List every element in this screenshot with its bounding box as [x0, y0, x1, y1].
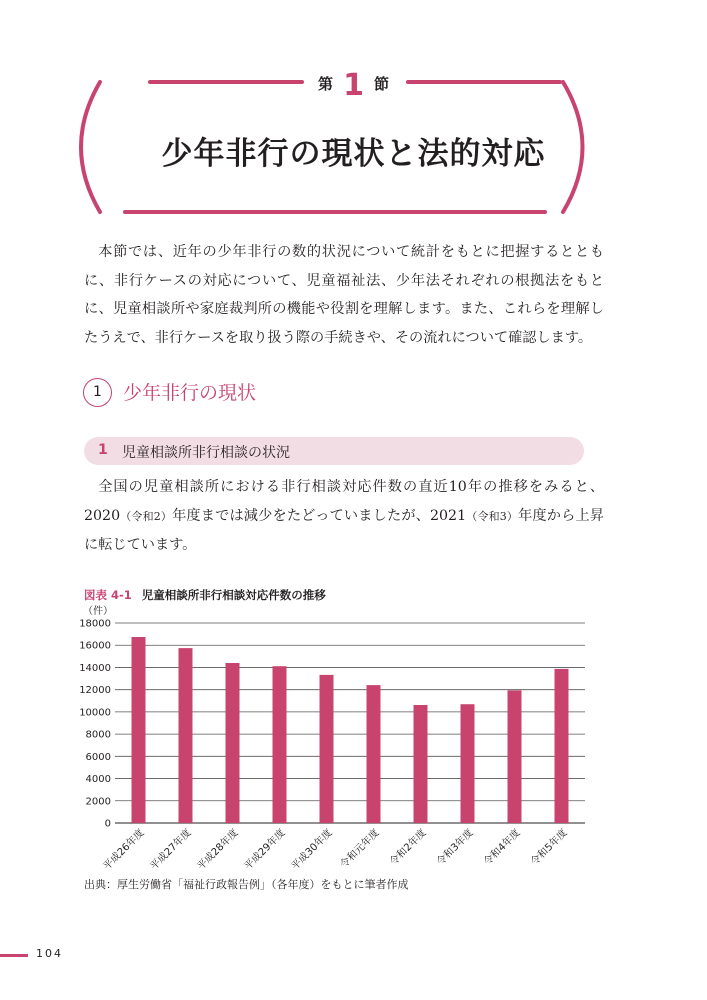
body-text-1: 全国の児童相談所における非行相談対応件数の直近10年の推移をみると、2020 — [84, 479, 604, 524]
section-number-label — [0, 68, 707, 103]
bar-chart — [70, 600, 600, 875]
y-tick-label: 10000 — [79, 707, 111, 719]
body-note-1: （令和2） — [120, 509, 173, 523]
x-tick-label: 令和4年度 — [482, 827, 523, 868]
x-tick-label: 平成30年度 — [289, 827, 335, 873]
y-tick-label: 6000 — [85, 751, 111, 763]
bar — [508, 690, 522, 823]
heading3-number: 1 — [98, 442, 108, 458]
y-tick-label: 0 — [104, 818, 111, 830]
section-suffix: 節 — [373, 75, 389, 93]
page-number-rule — [0, 954, 28, 957]
source-note: 出典：厚生労働省「福祉行政報告例」（各年度）をもとに筆者作成 — [84, 878, 409, 891]
x-tick-label: 令和5年度 — [529, 827, 570, 868]
section-number: 1 — [343, 68, 364, 103]
bar — [367, 685, 381, 823]
bar — [320, 675, 334, 823]
section-header-frame — [0, 0, 707, 230]
section-prefix: 第 — [318, 75, 334, 93]
page-number: 104 — [36, 947, 63, 960]
x-tick-label: 平成28年度 — [195, 827, 241, 873]
heading3-bar — [84, 437, 584, 465]
y-tick-label: 4000 — [85, 774, 111, 786]
intro-paragraph — [84, 238, 604, 352]
bar — [414, 705, 428, 823]
y-tick-label: 14000 — [79, 662, 111, 674]
x-tick-label: 平成27年度 — [148, 827, 194, 873]
x-tick-label: 平成29年度 — [242, 827, 288, 873]
body-text-2: 年度までは減少をたどっていましたが、2021 — [172, 507, 467, 524]
y-tick-label: 12000 — [79, 685, 111, 697]
y-tick-label: 18000 — [79, 618, 111, 630]
bar — [132, 637, 146, 823]
body-text-3: 年度から上昇に転じています。 — [84, 507, 604, 553]
intro-text: 本節では、近年の少年非行の数的状況について統計をもとに把握するとともに、非行ケースの対応について、児童福祉法、少年法それぞれの根拠法をもとに、児童相談所や家庭裁判所の機能や役割を理解します。また、これらを理解したうえで、非行ケースを取り扱う際の手続きや、その流れについて確認します。 — [84, 244, 604, 346]
bar — [461, 704, 475, 823]
subsection-number-badge: 1 — [83, 378, 112, 407]
bar — [226, 663, 240, 823]
section-title: 少年非行の現状と法的対応 — [161, 136, 546, 172]
bar — [179, 648, 193, 823]
x-tick-label: 令和2年度 — [388, 827, 429, 868]
x-tick-label: 令和元年度 — [338, 827, 382, 871]
x-tick-label: 平成26年度 — [101, 827, 147, 873]
y-tick-label: 16000 — [79, 640, 111, 652]
y-tick-label: 2000 — [85, 796, 111, 808]
bar — [555, 669, 569, 823]
bar — [273, 666, 287, 823]
body-note-2: （令和3） — [466, 509, 519, 523]
figure-caption: 児童相談所非行相談対応件数の推移 — [141, 588, 326, 602]
figure-id: 図表 4-1 — [84, 588, 132, 602]
y-unit-label: （件） — [83, 606, 113, 617]
y-tick-label: 8000 — [85, 729, 111, 741]
x-tick-label: 令和3年度 — [435, 827, 476, 868]
body-paragraph — [84, 473, 604, 560]
subsection-title: 少年非行の現状 — [123, 382, 257, 404]
heading3-title: 児童相談所非行相談の状況 — [122, 445, 290, 461]
